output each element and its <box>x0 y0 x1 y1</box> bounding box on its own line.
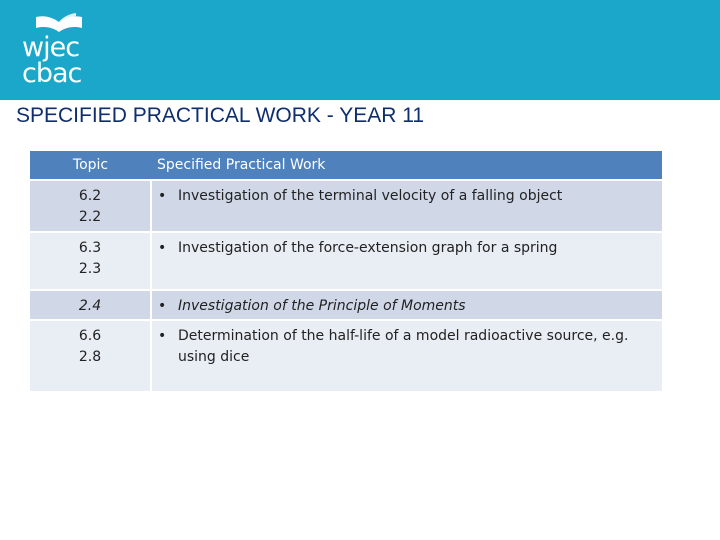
table-row <box>30 290 662 320</box>
logo-text-wjec: wjec <box>22 32 80 63</box>
practical-description: Determination of the half-life of a model radioactive source, e.g. using dice <box>178 328 629 365</box>
practical-work-cell <box>151 320 662 392</box>
topic-code: 2.4 <box>78 298 102 314</box>
topic-code: 2.8 <box>78 349 102 365</box>
practical-description: Investigation of the Principle of Moments <box>178 298 466 314</box>
topic-cell <box>30 232 151 290</box>
open-book-icon <box>32 12 86 34</box>
page-title: SPECIFIED PRACTICAL WORK - YEAR 11 <box>16 104 425 127</box>
table-header-row <box>30 151 662 180</box>
table-row <box>30 320 662 392</box>
topic-code: 6.2 <box>78 188 102 204</box>
bullet-item <box>158 326 654 368</box>
bullet-marker: • <box>158 240 167 256</box>
bullet-item <box>158 238 654 259</box>
topic-cell <box>30 290 151 320</box>
table-row <box>30 180 662 232</box>
logo-text-cbac: cbac <box>22 58 82 89</box>
bullet-marker: • <box>158 298 167 314</box>
bullet-item <box>158 186 654 207</box>
topic-code: 6.6 <box>78 328 102 344</box>
topic-cell <box>30 320 151 392</box>
practical-work-cell <box>151 180 662 232</box>
topic-code: 2.3 <box>78 261 102 277</box>
practical-description: Investigation of the terminal velocity of a falling object <box>178 188 563 204</box>
practical-description: Investigation of the force-extension graph for a spring <box>178 240 558 256</box>
column-header-practical-work: Specified Practical Work <box>151 151 662 180</box>
wjec-cbac-logo <box>22 10 94 90</box>
topic-cell <box>30 180 151 232</box>
bullet-marker: • <box>158 188 167 204</box>
bullet-marker: • <box>158 328 167 344</box>
header-banner <box>0 0 720 100</box>
practical-work-cell <box>151 290 662 320</box>
practical-work-table <box>30 151 662 393</box>
bullet-item <box>158 296 654 317</box>
table-row <box>30 232 662 290</box>
column-header-topic: Topic <box>30 151 151 180</box>
practical-work-cell <box>151 232 662 290</box>
topic-code: 2.2 <box>78 209 102 225</box>
topic-code: 6.3 <box>78 240 102 256</box>
